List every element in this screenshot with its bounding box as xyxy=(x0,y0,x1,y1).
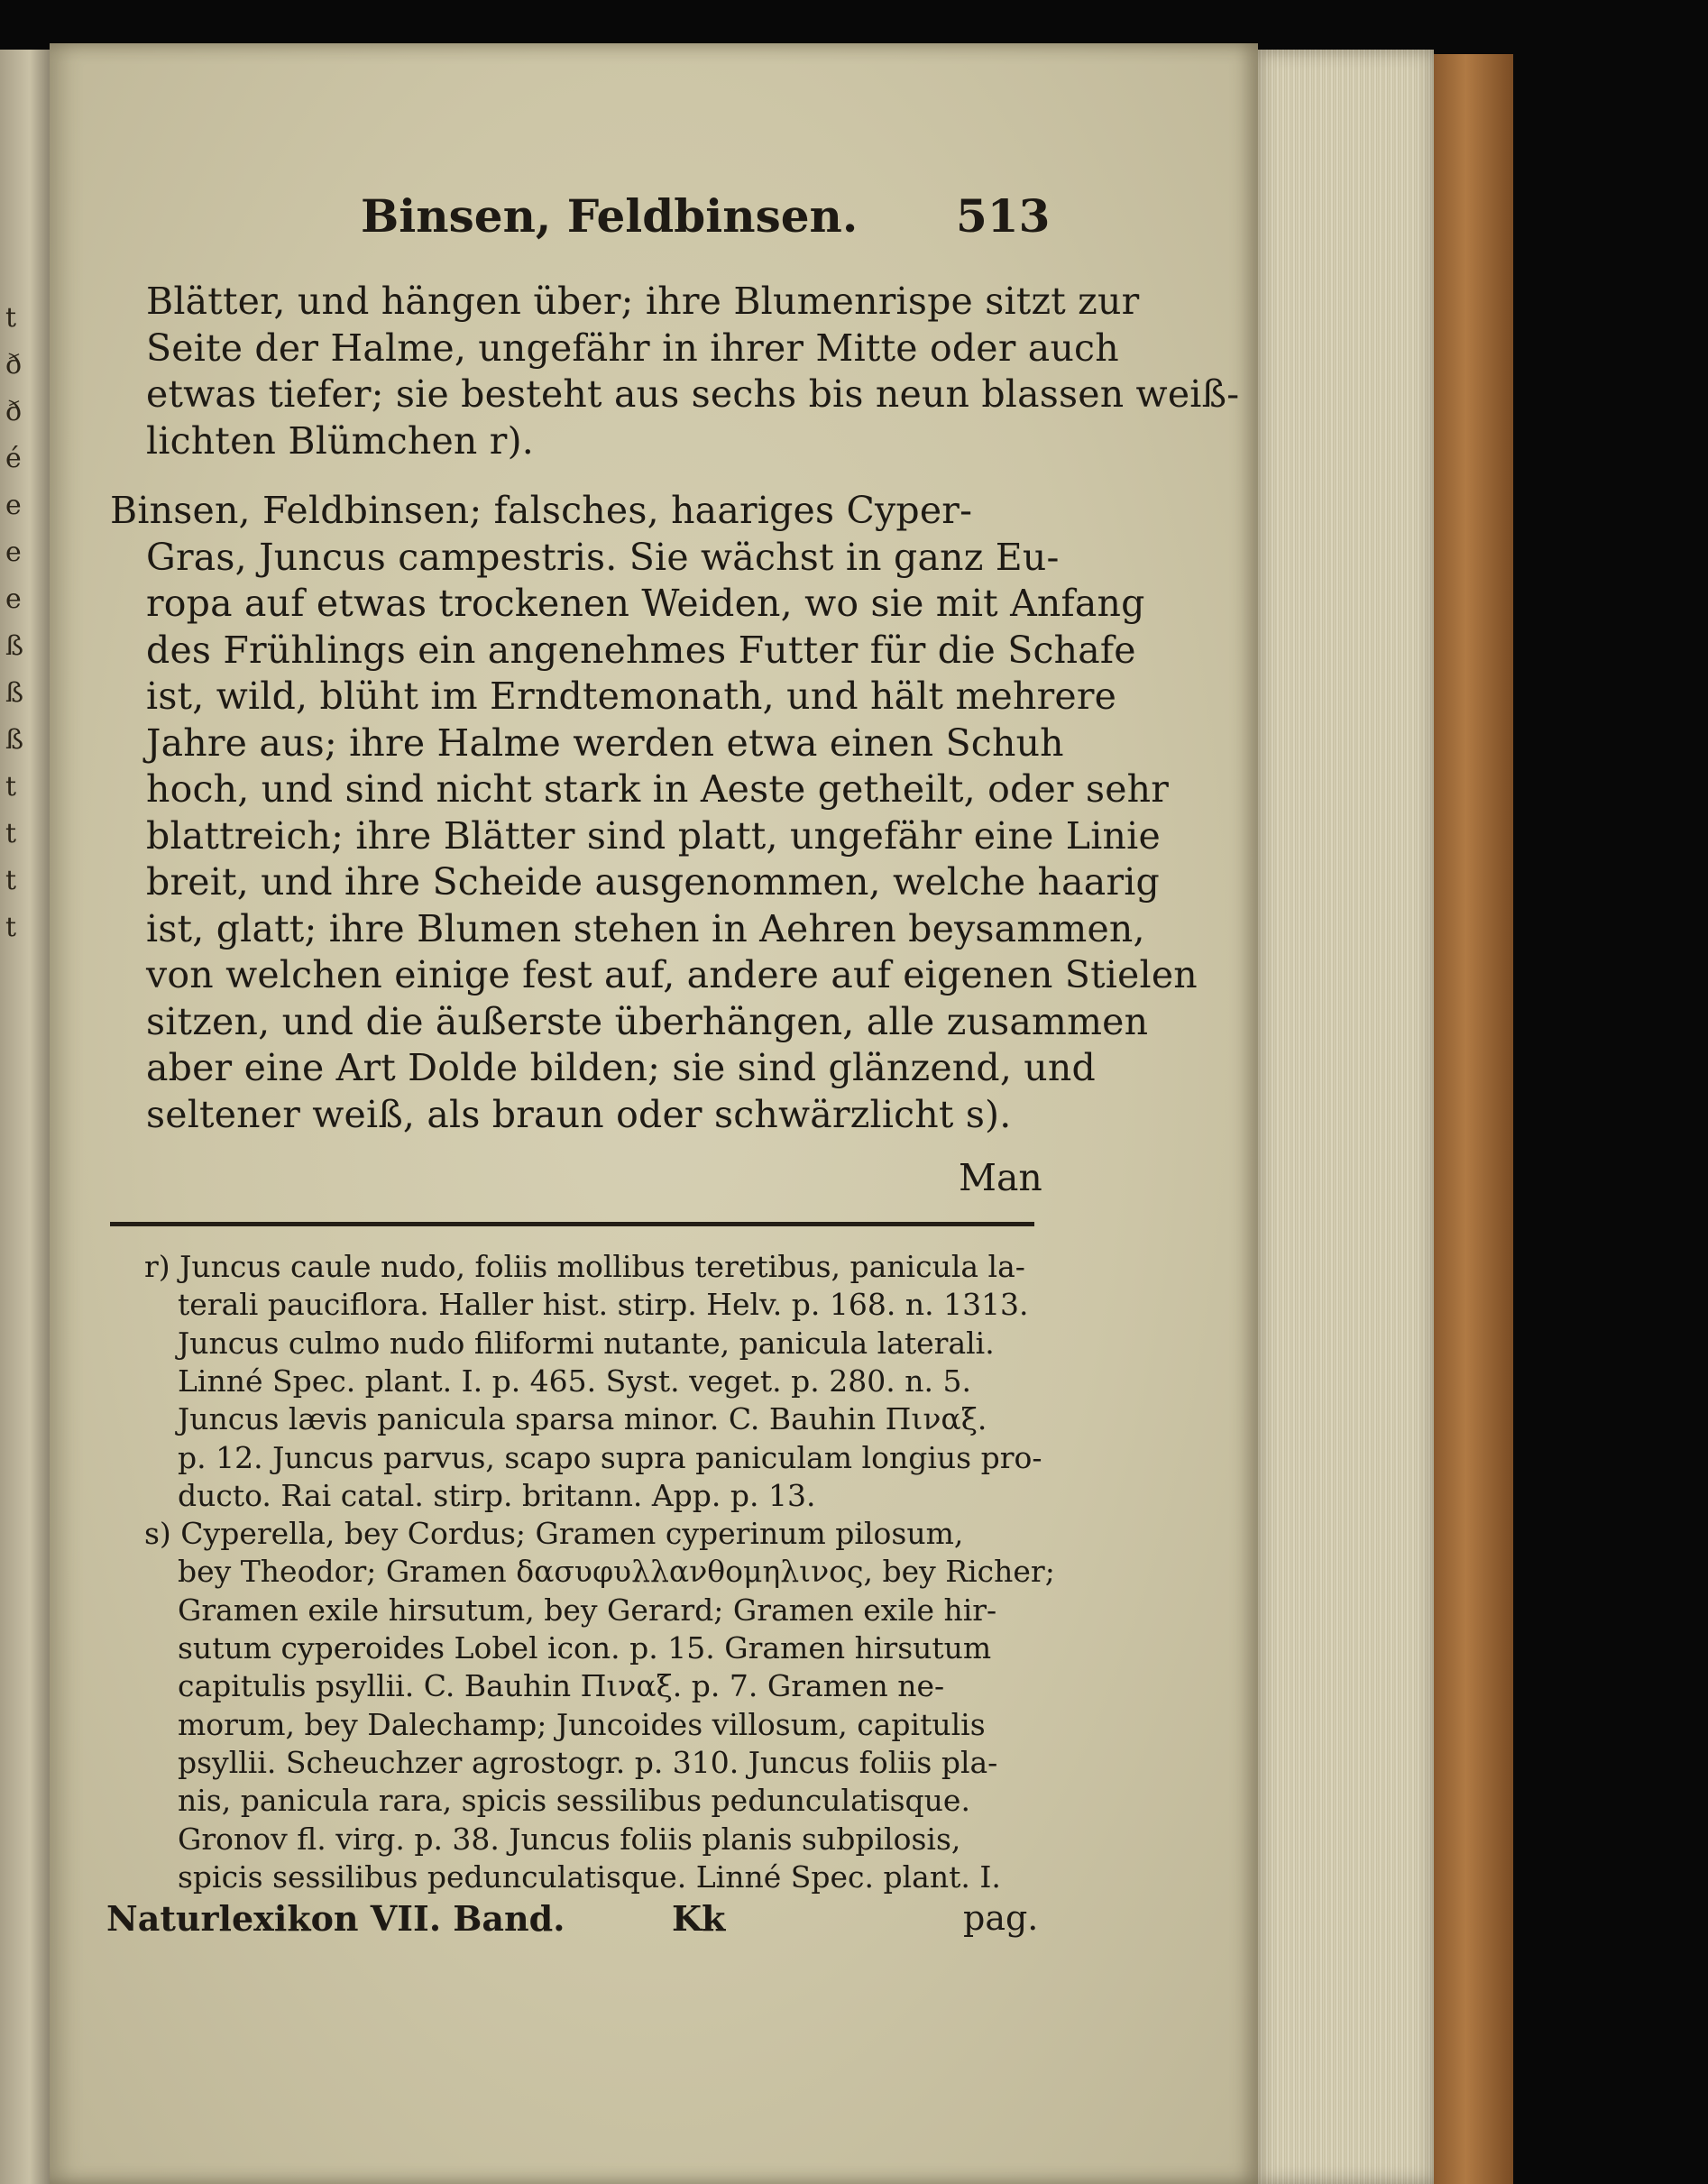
footnote-line: Linné Spec. plant. I. p. 465. Syst. veget. p. 280. n. 5. xyxy=(178,1363,971,1399)
body-line: Gras, Juncus campestris. Sie wächst in ganz Eu- xyxy=(146,535,1060,579)
left-page-fragment xyxy=(0,50,50,2184)
left-page-glyph: é xyxy=(5,443,22,474)
body-line: Binsen, Feldbinsen; falsches, haariges Cyper- xyxy=(110,489,973,532)
catchword: Man xyxy=(959,1156,1042,1199)
left-page-glyph: e xyxy=(5,583,22,615)
left-page-glyph: ð xyxy=(5,396,23,427)
page-block-edge xyxy=(1258,50,1434,2184)
left-page-glyph: t xyxy=(5,302,17,334)
left-page-glyph: ß xyxy=(5,630,24,662)
footnote-line: ducto. Rai catal. stirp. britann. App. p. 13. xyxy=(178,1477,816,1513)
footnote-line: bey Theodor; Gramen δασυφυλλανθομηλινος, bey Richer; xyxy=(178,1554,1055,1590)
footnote-line: r) Juncus caule nudo, foliis mollibus teretibus, panicula la- xyxy=(144,1249,1025,1284)
body-line: aber eine Art Dolde bilden; sie sind glänzend, und xyxy=(146,1046,1096,1089)
footer-volume: Naturlexikon VII. Band. xyxy=(106,1898,565,1939)
footnote-rule xyxy=(110,1222,1034,1226)
body-line: breit, und ihre Scheide ausgenommen, welche haarig xyxy=(146,860,1161,904)
footnote-line: nis, panicula rara, spicis sessilibus pedunculatisque. xyxy=(178,1783,970,1819)
left-page-glyph: t xyxy=(5,865,17,896)
page-number: 513 xyxy=(956,189,1051,243)
body-line: Seite der Halme, ungefähr in ihrer Mitte oder auch xyxy=(146,326,1119,370)
book-cover-edge xyxy=(1434,54,1513,2184)
body-line: hoch, und sind nicht stark in Aeste getheilt, oder sehr xyxy=(146,767,1170,811)
footnote-line: morum, bey Dalechamp; Juncoides villosum, capitulis xyxy=(178,1706,986,1742)
body-line: lichten Blümchen r). xyxy=(146,418,534,463)
footnote-line: p. 12. Juncus parvus, scapo supra paniculam longius pro- xyxy=(178,1439,1042,1475)
left-page-glyph: e xyxy=(5,490,22,521)
body-line: blattreich; ihre Blätter sind platt, ungefähr eine Linie xyxy=(146,813,1161,858)
footnote-line: s) Cyperella, bey Cordus; Gramen cyperinum pilosum, xyxy=(144,1516,964,1552)
footnote-line: psyllii. Scheuchzer agrostogr. p. 310. Juncus foliis pla- xyxy=(178,1744,998,1780)
footnote-line: Juncus lævis panicula sparsa minor. C. Bauhin Πιναξ. xyxy=(178,1401,987,1437)
footnote-line: Gramen exile hirsutum, bey Gerard; Gramen exile hir- xyxy=(178,1592,997,1628)
footer-signature: Kk xyxy=(672,1898,726,1939)
footnote-line: Juncus culmo nudo filiformi nutante, panicula laterali. xyxy=(178,1325,995,1361)
footnote-line: sutum cyperoides Lobel icon. p. 15. Gramen hirsutum xyxy=(178,1630,992,1666)
body-line: ist, wild, blüht im Erndtemonath, und hält mehrere xyxy=(146,674,1117,718)
left-page-glyph: t xyxy=(5,771,17,803)
body-line: Blätter, und hängen über; ihre Blumenrispe sitzt zur xyxy=(146,280,1140,323)
footnote-line: capitulis psyllii. C. Bauhin Πιναξ. p. 7. Gramen ne- xyxy=(178,1668,945,1704)
left-page-glyph: ß xyxy=(5,724,24,756)
left-page-glyph: ð xyxy=(5,349,23,381)
left-page-glyph: t xyxy=(5,818,17,849)
body-line: etwas tiefer; sie besteht aus sechs bis neun blassen weiß- xyxy=(146,372,1240,416)
footnote-line: Gronov fl. virg. p. 38. Juncus foliis planis subpilosis, xyxy=(178,1821,961,1857)
footnote-line: spicis sessilibus pedunculatisque. Linné Spec. plant. I. xyxy=(178,1858,1001,1895)
left-page-glyph: e xyxy=(5,537,22,568)
body-line: ropa auf etwas trockenen Weiden, wo sie mit Anfang xyxy=(146,582,1145,625)
left-page-glyph: ß xyxy=(5,677,24,709)
body-line: seltener weiß, als braun oder schwärzlicht s). xyxy=(146,1092,1012,1136)
body-line: des Frühlings ein angenehmes Futter für die Schafe xyxy=(146,628,1136,672)
footer-catchword: pag. xyxy=(963,1898,1039,1938)
left-page-glyph: t xyxy=(5,912,17,943)
body-line: sitzen, und die äußerste überhängen, alle zusammen xyxy=(146,999,1149,1043)
running-header: Binsen, Feldbinsen. xyxy=(361,189,859,243)
body-line: ist, glatt; ihre Blumen stehen in Aehren beysammen, xyxy=(146,906,1145,950)
body-line: von welchen einige fest auf, andere auf eigenen Stielen xyxy=(146,953,1198,996)
body-line: Jahre aus; ihre Halme werden etwa einen Schuh xyxy=(146,720,1064,765)
footnote-line: terali pauciflora. Haller hist. stirp. Helv. p. 168. n. 1313. xyxy=(178,1287,1029,1323)
